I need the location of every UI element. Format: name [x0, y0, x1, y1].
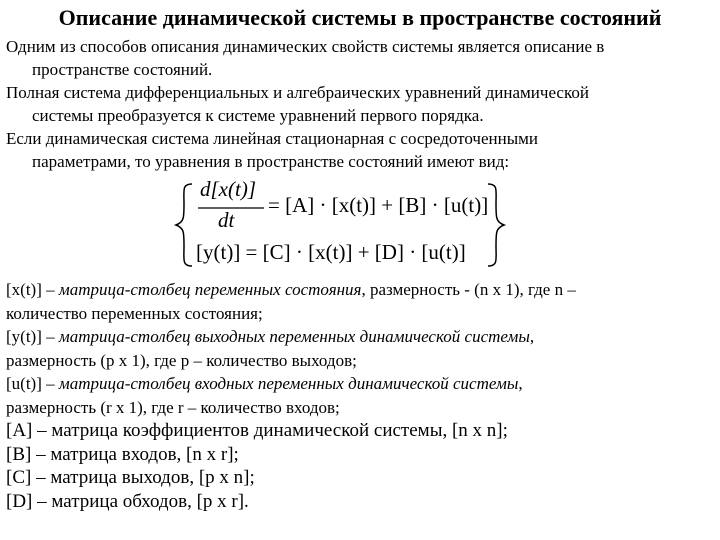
equation-numerator: d[x(t)] — [200, 177, 256, 201]
intro-line: системы преобразуется к системе уравнений первого порядка. — [32, 106, 484, 125]
definition-x-dim: , размерность - (n x 1), где n – — [361, 280, 576, 299]
definition-x-cont: количество переменных состояния; — [6, 303, 263, 323]
definition-u-comma: , — [518, 374, 523, 393]
definition-u-text: – матрица-столбец входных переменных динамической системы — [41, 374, 519, 393]
definition-D: [D] – матрица обходов, [p x r]. — [6, 490, 249, 512]
definition-B: [B] – матрица входов, [n x r]; — [6, 443, 239, 465]
page-title: Описание динамической системы в пространстве состояний — [58, 5, 662, 30]
intro-paragraph-2 — [6, 81, 712, 127]
curly-brace-right — [488, 184, 504, 266]
definition-u — [6, 372, 712, 396]
definition-u-cont: размерность (r x 1), где r – количество входов; — [6, 397, 340, 417]
intro-paragraph-3 — [6, 127, 712, 173]
intro-line: параметрами, то уравнения в пространстве состояний имеют вид: — [32, 152, 510, 171]
intro-line: Одним из способов описания динамических свойств системы является описание в — [6, 37, 605, 56]
definitions-list — [6, 278, 712, 513]
definition-y-text: – матрица-столбец выходных переменных динамической системы — [41, 327, 530, 346]
definition-y — [6, 325, 712, 349]
symbol-y: [y(t)] — [6, 327, 42, 346]
definition-x — [6, 278, 712, 302]
state-space-equations — [170, 177, 510, 270]
definition-x-text: – матрица-столбец переменных состояния — [41, 280, 362, 299]
symbol-u: [u(t)] — [6, 374, 42, 393]
intro-line: пространстве состояний. — [32, 60, 213, 79]
intro-line: Если динамическая система линейная стационарная с сосредоточенными — [6, 129, 538, 148]
symbol-x: [x(t)] — [6, 280, 42, 299]
intro-line: Полная система дифференциальных и алгебраических уравнений динамической — [6, 83, 589, 102]
equation-rhs-1: = [A] · [x(t)] + [B] · [u(t)] — [268, 193, 489, 217]
curly-brace-left — [176, 184, 192, 266]
equation-denominator: dt — [218, 208, 235, 232]
intro-paragraph-1 — [6, 35, 712, 81]
definition-A: [A] – матрица коэффициентов динамической системы, [n x n]; — [6, 420, 508, 441]
definition-y-comma: , — [529, 327, 535, 346]
definition-y-cont: размерность (p x 1), где p – количество выходов; — [6, 350, 357, 370]
equation-line-2: [y(t)] = [C] · [x(t)] + [D] · [u(t)] — [196, 240, 466, 264]
definition-C: [C] – матрица выходов, [p x n]; — [6, 467, 255, 488]
